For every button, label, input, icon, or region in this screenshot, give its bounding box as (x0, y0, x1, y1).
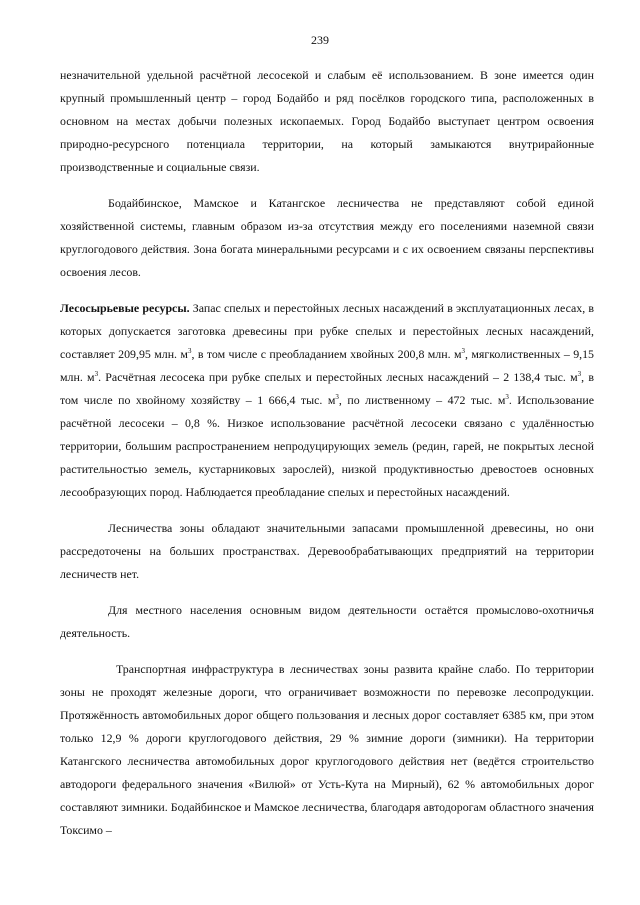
paragraph-lead-heading: Лесосырьевые ресурсы. (60, 301, 190, 315)
paragraph-forest-resources (60, 297, 594, 504)
superscript-3: 3 (335, 393, 339, 402)
paragraph-3-text-2: , в том числе с преобладанием хвойных 200,8 млн. м (191, 347, 462, 361)
paragraph-5: Для местного населения основным видом деятельности остаётся промыслово-охотничья деятельность. (60, 603, 594, 640)
superscript-3: 3 (94, 370, 99, 379)
paragraph-3-text-5: , в том числе по хвойному хозяйству – 1 666,4 тыс. м (60, 370, 594, 407)
paragraph-2: Бодайбинское, Мамское и Катангское лесничества не представляют собой единой хозяйственной системы, главным образом из-за отсутствия между его поселениями наземной связи круглогодового действия. Зона богата минеральными ресурсами и с их освоением связаны перспективы освоения лесов. (60, 196, 594, 279)
page-body (60, 64, 594, 855)
page-number: 239 (311, 33, 329, 47)
paragraph-3-text-4: . Расчётная лесосека при рубке спелых и перестойных лесных насаждений – 2 138,4 тыс. м (98, 370, 578, 384)
paragraph-1: незначительной удельной расчётной лесосекой и слабым её использованием. В зоне имеется один крупный промышленный центр – город Бодайбо и ряд посёлков городского типа, расположенных в основном на местах добычи полезных ископаемых. Город Бодайбо выступает центром освоения природно-ресурсного потенциала территории, на который замыкаются внутрирайонные производственные и социальные связи. (60, 68, 594, 174)
paragraph-6: Транспортная инфраструктура в лесничествах зоны развита крайне слабо. По территории зоны не проходят железные дороги, что ограничивает возможности по перевозке лесопродукции. Протяжённость автомобильных дорог общего пользования и лесных дорог составляет 6385 км, при этом только 12,9 % дороги круглогодового действия, 29 % зимние дороги (зимники). На территории Катангского лесничества автомобильных дорог круглогодового действия нет (ведётся строительство автодороги федерального значения «Вилюй» от Усть-Кута на Мирный), 62 % автомобильных дорог составляют зимники. Бодайбинское и Мамское лесничества, благодаря автодорогам областного значения Токсимо – (60, 662, 594, 837)
paragraph-3-text-6: , по лиственному – 472 тыс. м (338, 393, 506, 407)
superscript-3: 3 (577, 370, 582, 379)
superscript-3: 3 (187, 347, 192, 356)
superscript-3: 3 (505, 393, 509, 402)
paragraph-3-text-1: Запас спелых и перестойных лесных насаждений в эксплуатационных лесах, в которых допускается заготовка древесины при рубке спелых и перестойных лесных насаждений, составляет 209,95 млн. м (60, 301, 594, 361)
paragraph-3-text-7: . Использование расчётной лесосеки – 0,8 %. Низкое использование расчётной лесосеки связано с удалённостью территории, большим распространением непродуцирующих земель (редин, гарей, не покрытых лесной растительностью земель, кустарниковых зарослей), низкой продуктивностью древостоев основных лесообразующих пород. Наблюдается преобладание спелых и перестойных насаждений. (60, 393, 594, 499)
superscript-3: 3 (461, 347, 465, 356)
paragraph-4: Лесничества зоны обладают значительными запасами промышленной древесины, но они рассредоточены на больших пространствах. Деревообрабатывающих предприятий на территории лесничеств нет. (60, 521, 594, 581)
paragraph-3-text-3: , мягколиственных – 9,15 млн. м (60, 347, 594, 384)
